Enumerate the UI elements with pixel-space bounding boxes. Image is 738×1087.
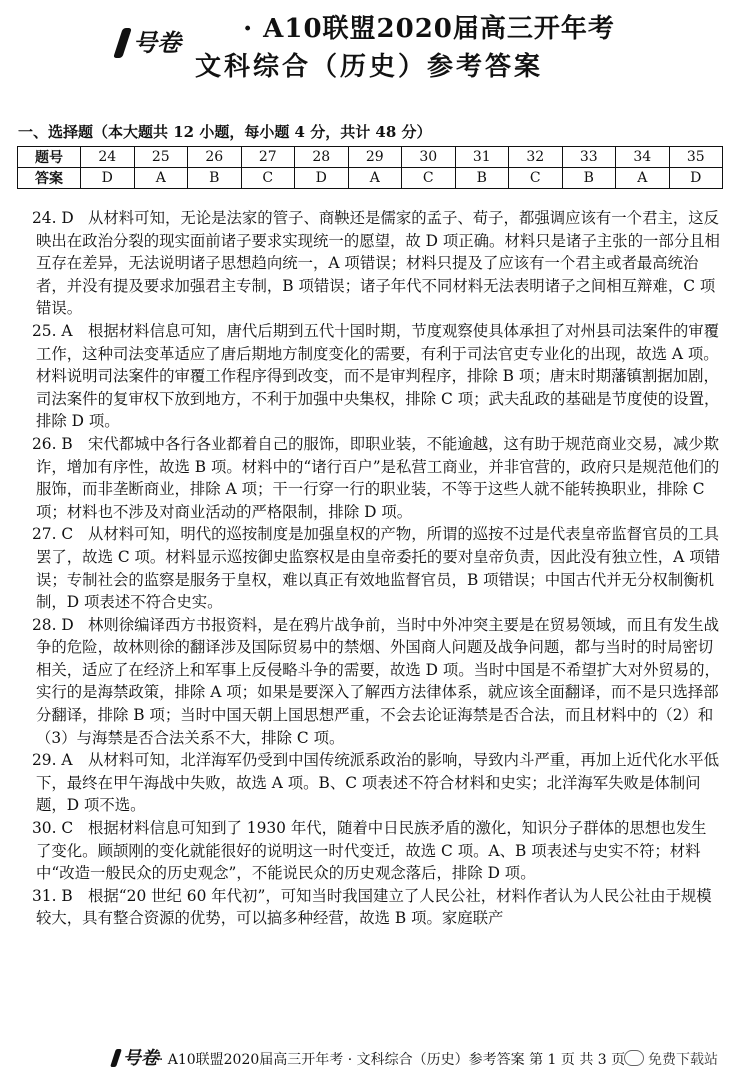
- explanation-item: [32, 433, 720, 523]
- item-text: 根据“20 世纪 60 年代初”，可知当时我国建立了人民公社，材料作者认为人民公社由于规模较大，具有整合资源的优势，可以搞多种经营，故选 B 项。家庭联产: [36, 886, 712, 928]
- question-number: 34: [616, 147, 670, 168]
- explanation-item: [32, 207, 720, 320]
- answer-cell: B: [455, 168, 509, 189]
- footer-logo-text: 号卷: [122, 1048, 159, 1069]
- answer-cell: A: [348, 168, 402, 189]
- explanation-item: [32, 614, 720, 750]
- answer-cell: D: [669, 168, 723, 189]
- explanation-item: [32, 817, 720, 885]
- section-title: 一、选择题（本大题共 12 小题，每小题 4 分，共计 48 分）: [18, 123, 432, 141]
- footer-text: · A10联盟2020届高三开年考 · 文科综合（历史）参考答案 第 1 页 共 3 页: [158, 1052, 626, 1068]
- item-number: 26. B: [32, 434, 73, 453]
- footer-logo-brush-icon: [110, 1049, 122, 1067]
- answer-table-answer-row: [18, 168, 723, 189]
- item-text: 宋代都城中各行各业都着自己的服饰，即职业装，不能逾越，这有助于规范商业交易，减少欺诈，增加有序性，故选 B 项。材料中的“诸行百户”是私营工商业，并非官营的，政府只是规范他们的服饰，而非垄断商业，排除 A 项；干一行穿一行的职业装，不等于这些人就不能转换职业，排除 C 项；材料也不涉及对商业活动的严格限制，排除 D 项。: [36, 434, 720, 521]
- question-number: 30: [402, 147, 456, 168]
- item-number: 24. D: [32, 209, 74, 227]
- question-number: 26: [188, 147, 242, 168]
- answer-cell: C: [402, 168, 456, 189]
- question-number: 25: [134, 147, 188, 168]
- item-text: 根据材料信息可知，唐代后期到五代十国时期，节度观察使具体承担了对州县司法案件的审覆工作，这种司法变革适应了唐后期地方制度变化的需要，有利于司法官吏专业化的出现，故选 A 项。材料说明司法案件的审覆工作程序得到改变，而不是审判程序，排除 B 项；唐末时期藩镇割据加剧，司法案件的复审权下放到地方，不利于加强中央集权，排除 C 项；武夫乱政的基础是节度使的设置，排除 D 项。: [36, 321, 720, 431]
- item-number: 29. A: [32, 751, 73, 770]
- item-number: 31. B: [32, 886, 73, 905]
- explanation-item: [32, 523, 720, 613]
- wechat-badge: [624, 1049, 718, 1069]
- answer-cell: D: [295, 168, 349, 189]
- answer-cell: A: [134, 168, 188, 189]
- question-number: 33: [562, 147, 616, 168]
- item-text: 根据材料信息可知到了 1930 年代，随着中日民族矛盾的激化，知识分子群体的思想也发生了变化。顾颉刚的变化就能很好的说明这一时代变迁，故选 C 项。A、B 项表述与史实不符；材料中“改造一般民众的历史观念”，不能说民众的历史观念落后，排除 D 项。: [36, 819, 707, 883]
- item-number: 25. A: [32, 321, 73, 340]
- explanation-item: [32, 749, 720, 817]
- question-number: 32: [509, 147, 563, 168]
- question-number: 35: [669, 147, 723, 168]
- item-number: 28. D: [32, 615, 74, 634]
- question-number: 27: [241, 147, 295, 168]
- answer-explanations: [32, 207, 720, 930]
- title-line2: 文科综合（历史）参考答案: [194, 52, 543, 82]
- item-text: 从材料可知，北洋海军仍受到中国传统派系政治的影响，导致内斗严重，再加上近代化水平低下，最终在甲午海战中失败，故选 A 项。B、C 项表述不符合材料和史实；北洋海军失败是体制问题，D 项不选。: [36, 751, 720, 815]
- answer-cell: B: [188, 168, 242, 189]
- logo: [118, 28, 181, 58]
- answer-cell: B: [562, 168, 616, 189]
- item-text: 从材料可知，明代的巡按制度是加强皇权的产物，所谓的巡按不过是代表皇帝监督官员的工具罢了，故选 C 项。材料显示巡按御史监察权是由皇帝委托的要对皇帝负责，因此没有独立性，A 项错误；专制社会的监察是服务于皇权，难以真正有效地监督官员，B 项错误；中国古代并无分权制衡机制，D 项表述不符合史实。: [36, 525, 720, 612]
- row-label-number: 题号: [18, 147, 81, 168]
- answer-cell: A: [616, 168, 670, 189]
- wechat-label: 免费下载站: [648, 1052, 718, 1068]
- header: [0, 12, 738, 86]
- answer-table-number-row: [18, 147, 723, 168]
- question-number: 28: [295, 147, 349, 168]
- explanation-item: [32, 320, 720, 433]
- wechat-icon: [624, 1050, 644, 1066]
- item-number: 30. C: [32, 819, 74, 838]
- answer-table: [17, 146, 723, 189]
- item-number: 27. C: [32, 525, 74, 544]
- title-line1: · A10联盟2020届高三开年考: [243, 14, 615, 44]
- logo-brush-icon: [113, 28, 132, 58]
- row-label-answer: 答案: [18, 168, 81, 189]
- item-text: 从材料可知，无论是法家的管子、商鞅还是儒家的孟子、荀子，都强调应该有一个君主，这反映出在政治分裂的现实面前诸子要求实现统一的愿望，故 D 项正确。材料只是诸子主张的一部分且相互存在差异，无法说明诸子思想趋向统一，A 项错误；材料只提及了应该有一个君主或者最高统治者，并没有提及要求加强君主专制，B 项错误；诸子年代不同材料无法表明诸子之间相互辩难，C 项错误。: [36, 209, 720, 318]
- answer-cell: D: [81, 168, 135, 189]
- question-number: 31: [455, 147, 509, 168]
- answer-cell: C: [509, 168, 563, 189]
- question-number: 29: [348, 147, 402, 168]
- question-number: 24: [81, 147, 135, 168]
- logo-text: 号卷: [133, 28, 181, 57]
- explanation-item: [32, 885, 720, 930]
- item-text: 林则徐编译西方书报资料，是在鸦片战争前，当时中外冲突主要是在贸易领域，而且有发生战争的危险，故林则徐的翻译涉及国际贸易中的禁烟、外国商人问题及战争问题，都与当时的时局密切相关，适应了在经济上和军事上反侵略斗争的需要，故选 D 项。当时中国是不希望扩大对外贸易的，实行的是海禁政策，排除 A 项；如果是要深入了解西方法律体系，就应该全面翻译，而不是只选择部分翻译，排除 B 项；当时中国天朝上国思想严重，不会去论证海禁是否合法，而且材料中的（2）和（3）与海禁是否合法关系不大，排除 C 项。: [36, 615, 720, 747]
- answer-cell: C: [241, 168, 295, 189]
